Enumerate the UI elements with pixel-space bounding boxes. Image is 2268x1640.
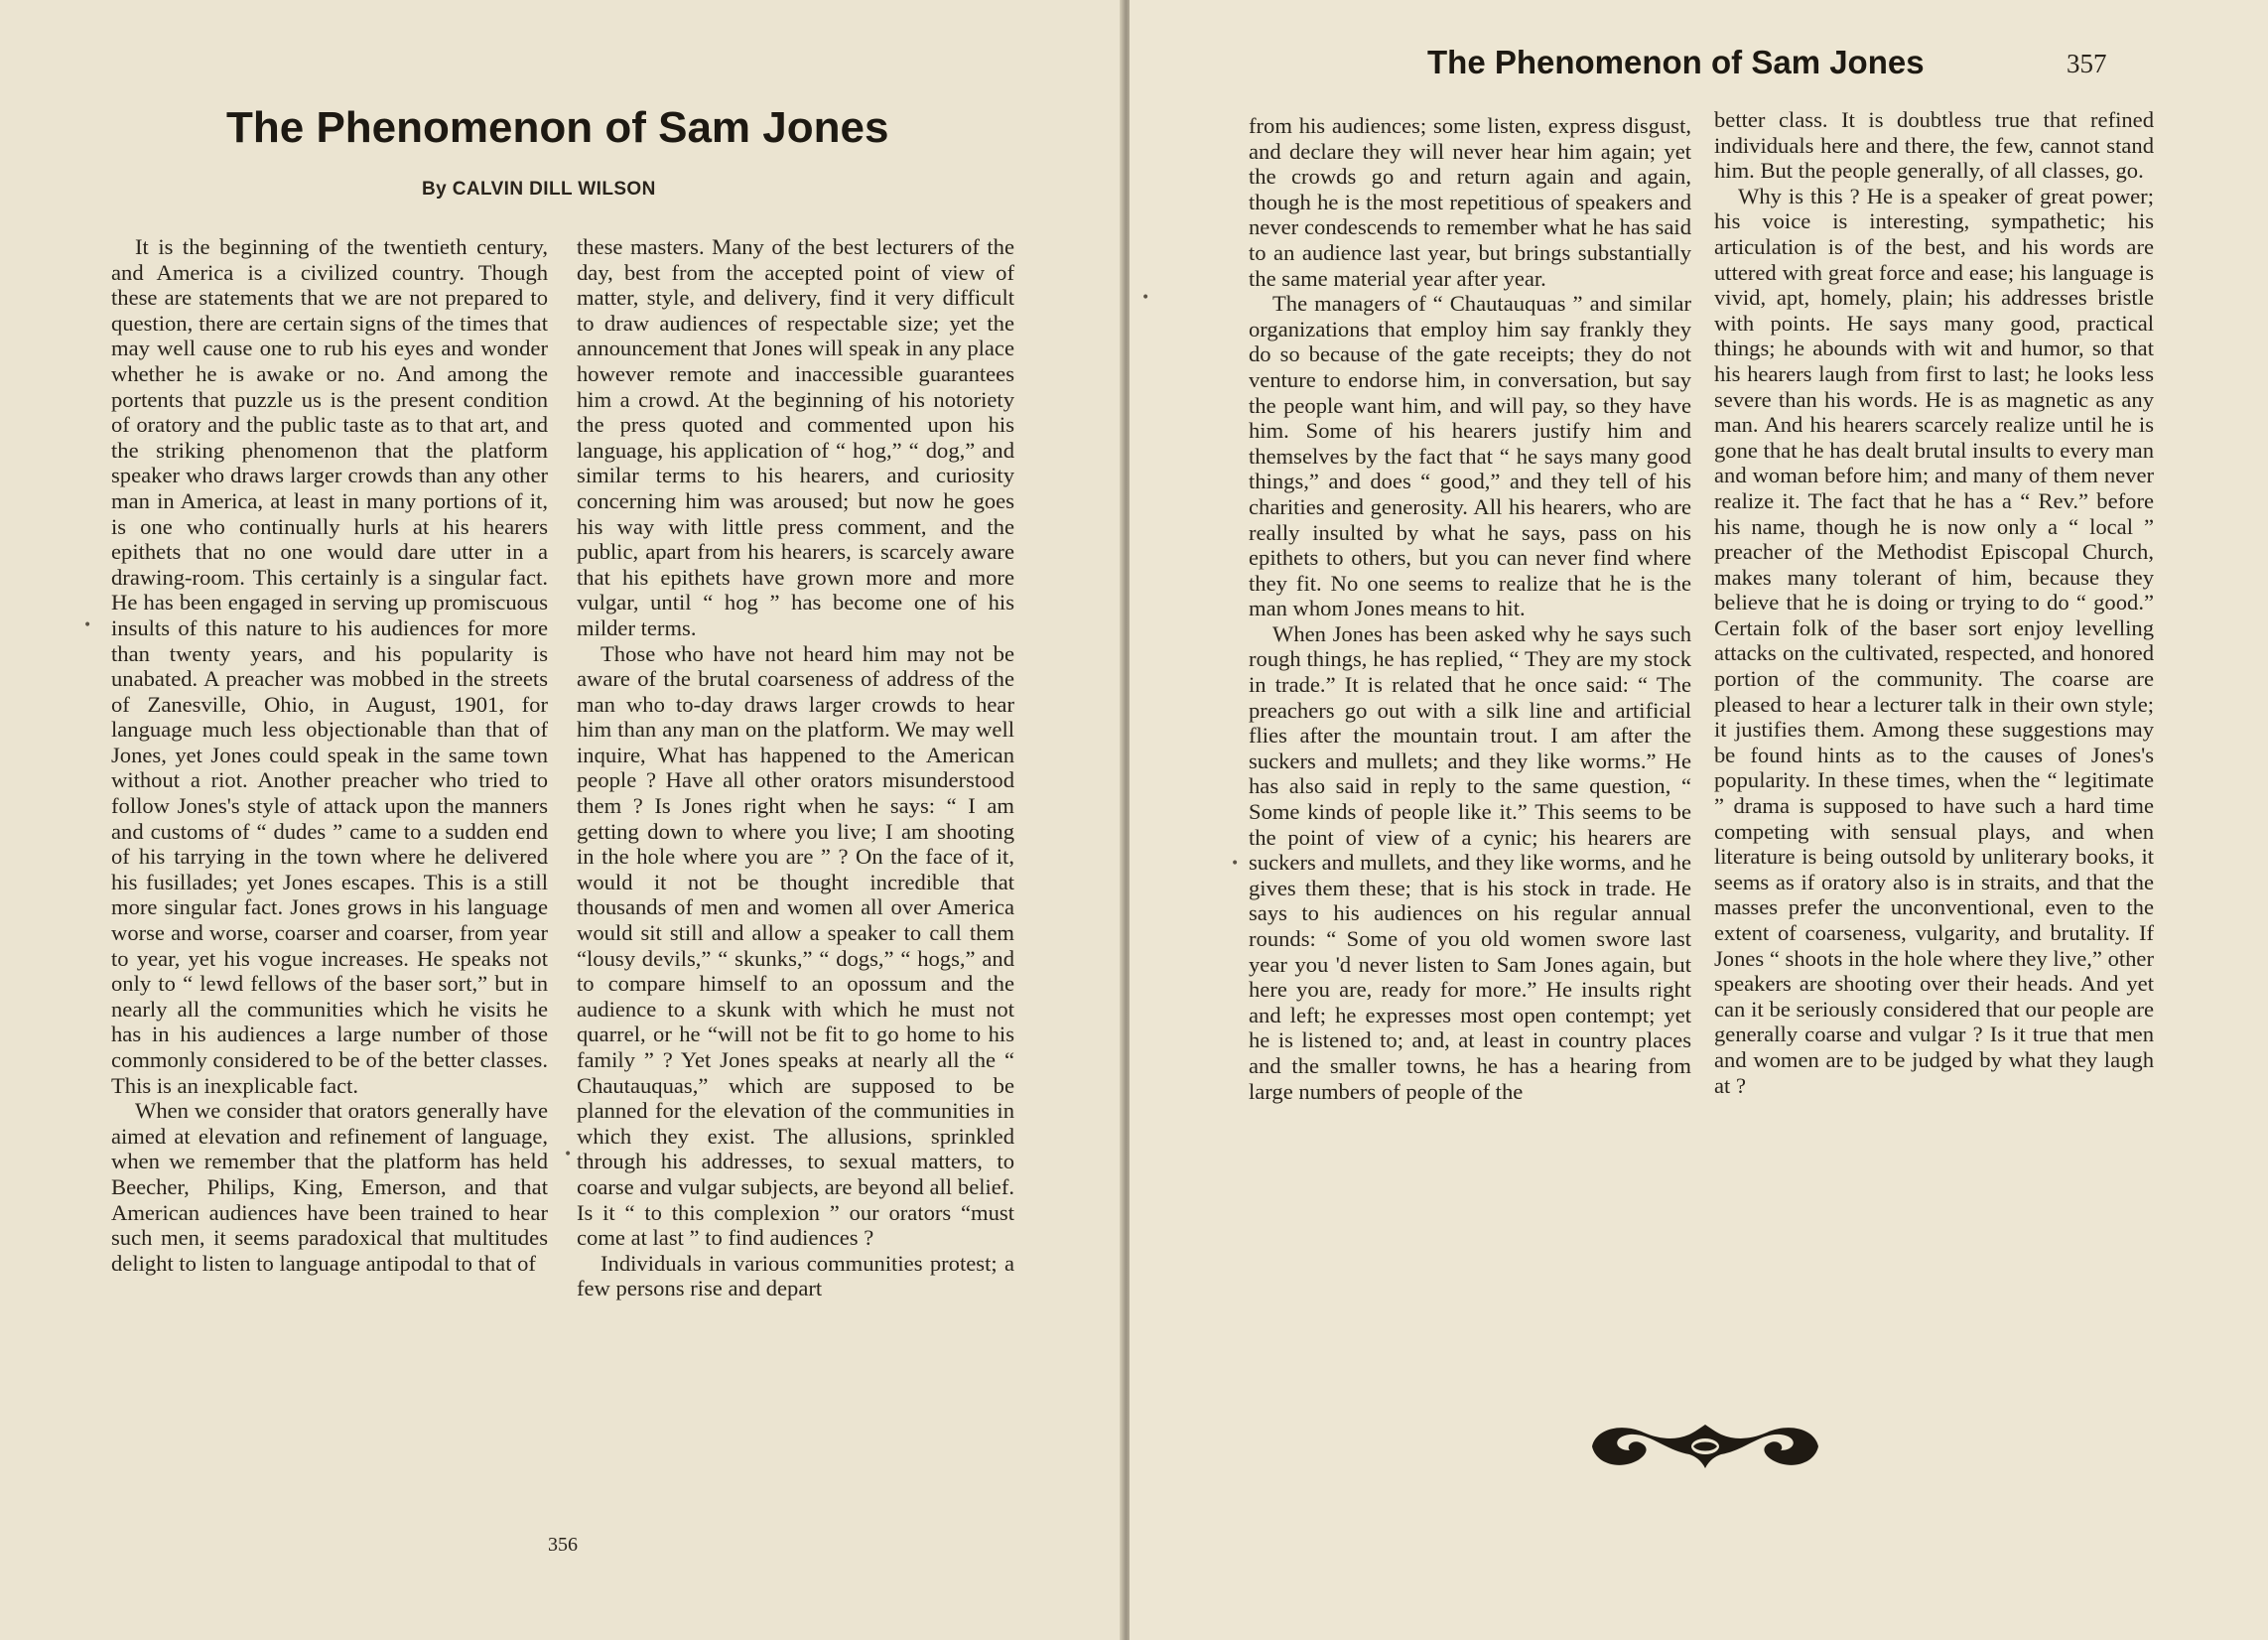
paragraph: Why is this ? He is a speaker of great power; his voice is interesting, sympathetic; his articulation is of the best, and his words are uttered with great force and ease; his language is vivid, apt, homely, plain; his addresses bristle with points. He says many good, practical things; he abounds with wit and humor, so that his hearers laugh from first to last; he looks less severe than his words. He is as magnetic as any man. And his hearers scarcely realize until he is gone that he has dealt brutal insults to every man and woman before him; and many of them never realize it. The fact that he has a “ Rev.” before his name, though he is now only a “ local ” preacher of the Methodist Episcopal Church, makes many tolerant of him, because they believe that he is doing or trying to do “ good.” Certain folk of the baser sort enjoy levelling attacks on the cultivated, respected, and honored portion of the community. The coarse are pleased to hear a lecturer talk in their own style; it justifies them. Among these suggestions may be found hints as to the causes of Jones's popularity. In these times, when the “ legitimate ” drama is supposed to have such a hard time competing with sensual plays, and when literature is being outsold by unliterary books, it seems as if oratory also is in straits, and that the masses prefer the unconventional, even to the extent of coarseness, vulgarity, and brutality. If Jones “ shoots in the hole where they live,” other speakers are shooting over their heads. And yet can it be seriously considered that our people are generally coarse and vulgar ? Is it true that men and women are to be judged by what they laugh at ? (1714, 183, 2154, 1098)
margin-mark: • (1141, 290, 1150, 306)
article-title: The Phenomenon of Sam Jones (226, 103, 889, 152)
paragraph: from his audiences; some listen, express disgust, and declare they will never hear him again; yet the crowds go and return again and again, though he is the most repetitious of speakers and never condescends to remember what he has said to an audience last year, but brings substantially the same material year after year. (1249, 113, 1691, 291)
margin-mark: • (83, 617, 92, 633)
paragraph: better class. It is doubtless true that refined individuals here and there, the few, cannot stand him. But the people generally, of all classes, go. (1714, 107, 2154, 184)
paragraph: When we consider that orators generally have aimed at elevation and refinement of language, when we remember that the platform has held Beecher, Philips, King, Emerson, and that American audiences have been trained to hear such men, it seems paradoxical that multitudes delight to listen to language antipodal to that of (111, 1098, 548, 1276)
page-number-left: 356 (548, 1534, 578, 1556)
page-number-right: 357 (2067, 49, 2107, 78)
margin-mark: • (564, 1147, 573, 1162)
paragraph: When Jones has been asked why he says such rough things, he has replied, “ They are my stock in trade.” It is related that he once said: “ The preachers go out with a silk line and artificial flies after the mountain trout. I am after the suckers and mullets; and they like worms.” He has also said in reply to the same question, “ Some kinds of people like it.” This seems to be the point of view of a cynic; his hearers are suckers and mullets, and they like worms, and he gives them these; that is his stock in trade. He says to his audiences on his regular annual rounds: “ Some of you old women swore last year you 'd never listen to Sam Jones again, but here you are, ready for more.” He insults right and left; he expresses most open contempt; yet he is listened to; and, at least in country places and the smaller towns, he has a hearing from large numbers of people of the (1249, 620, 1691, 1104)
paragraph: The managers of “ Chautauquas ” and similar organizations that employ him say frankly they do so because of the gate receipts; they do not venture to endorse him, in conversation, but say the people want him, and will pay, so they have him. Some of his hearers justify him and themselves by the fact that “ he says many good things,” and does “ good,” and they tell of his charities and generosity. All his hearers, who are really insulted by what he says, pass on his epithets to others, but you can never find where they fit. No one seems to realize that he is the man whom Jones means to hit. (1249, 291, 1691, 621)
column-4 (1714, 107, 2154, 1098)
paragraph: Individuals in various communities protest; a few persons rise and depart (577, 1250, 1014, 1301)
byline: By CALVIN DILL WILSON (422, 179, 656, 200)
paragraph: Those who have not heard him may not be aware of the brutal coarseness of address of the man who to-day draws larger crowds to hear him than any man on the platform. We may well inquire, What has happened to the American people ? Have all other orators misunderstood them ? Is Jones right when he says: “ I am getting down to where you live; I am shooting in the hole where you are ” ? On the face of it, would it not be thought incredible that thousands of men and women all over America would sit still and allow a speaker to call them “lousy devils,” “ skunks,” “ dogs,” “ hogs,” and to compare himself to an opossum and the audience to a skunk with which he must not quarrel, or he “will not be fit to go home to his family ” ? Yet Jones speaks at nearly all the “ Chautauquas,” which are supposed to be planned for the elevation of the communities in which they exist. The allusions, sprinkled through his addresses, to sexual matters, to coarse and vulgar subjects, are beyond all belief. Is it “ to this complexion ” our orators “must come at last ” to find audiences ? (577, 640, 1014, 1251)
left-page (0, 0, 1124, 1640)
paragraph: these masters. Many of the best lecturers of the day, best from the accepted point of view of matter, style, and delivery, find it very difficult to draw audiences of respectable size; yet the announcement that Jones will speak in any place however remote and inaccessible guarantees him a crowd. At the beginning of his notoriety the press quoted and commented upon his language, his application of “ hog,” “ dog,” and similar terms to his hearers, and curiosity concerning him was aroused; but now he goes his way with little press comment, and the public, apart from his hearers, is scarcely aware that his epithets have grown more and more vulgar, until “ hog ” has become one of his milder terms. (577, 234, 1014, 640)
margin-mark: • (1231, 856, 1240, 872)
column-1 (111, 234, 548, 1276)
column-3 (1249, 113, 1691, 1104)
column-2 (577, 234, 1014, 1301)
scroll-tailpiece-ornament-icon (1586, 1415, 1824, 1478)
running-head: The Phenomenon of Sam Jones (1427, 44, 1925, 80)
paragraph: It is the beginning of the twentieth century, and America is a civilized country. Though these are statements that we are not prepared to question, there are certain signs of the times that may well cause one to rub his eyes and wonder whether he is awake or no. And among the portents that puzzle us is the present condition of oratory and the public taste as to that art, and the striking phenomenon that the platform speaker who draws larger crowds than any other man in America, at least in many portions of it, is one who continually hurls at his hearers epithets that no one would dare utter in a drawing-room. This certainly is a singular fact. He has been engaged in serving up promiscuous insults of this nature to his audiences for more than twenty years, and his popularity is unabated. A preacher was mobbed in the streets of Zanesville, Ohio, in August, 1901, for language much less objectionable than that of Jones, yet Jones could speak in the same town without a riot. Another preacher who tried to follow Jones's style of attack upon the manners and customs of “ dudes ” came to a sudden end of his tarrying in the town where he delivered his fusillades; yet Jones escapes. This is a still more singular fact. Jones grows in his language worse and worse, coarser and coarser, from year to year, yet his vogue increases. He speaks not only to “ lewd fellows of the baser sort,” but in nearly all the communities which he visits he has in his audiences a large number of those commonly considered to be of the better classes. This is an inexplicable fact. (111, 234, 548, 1098)
